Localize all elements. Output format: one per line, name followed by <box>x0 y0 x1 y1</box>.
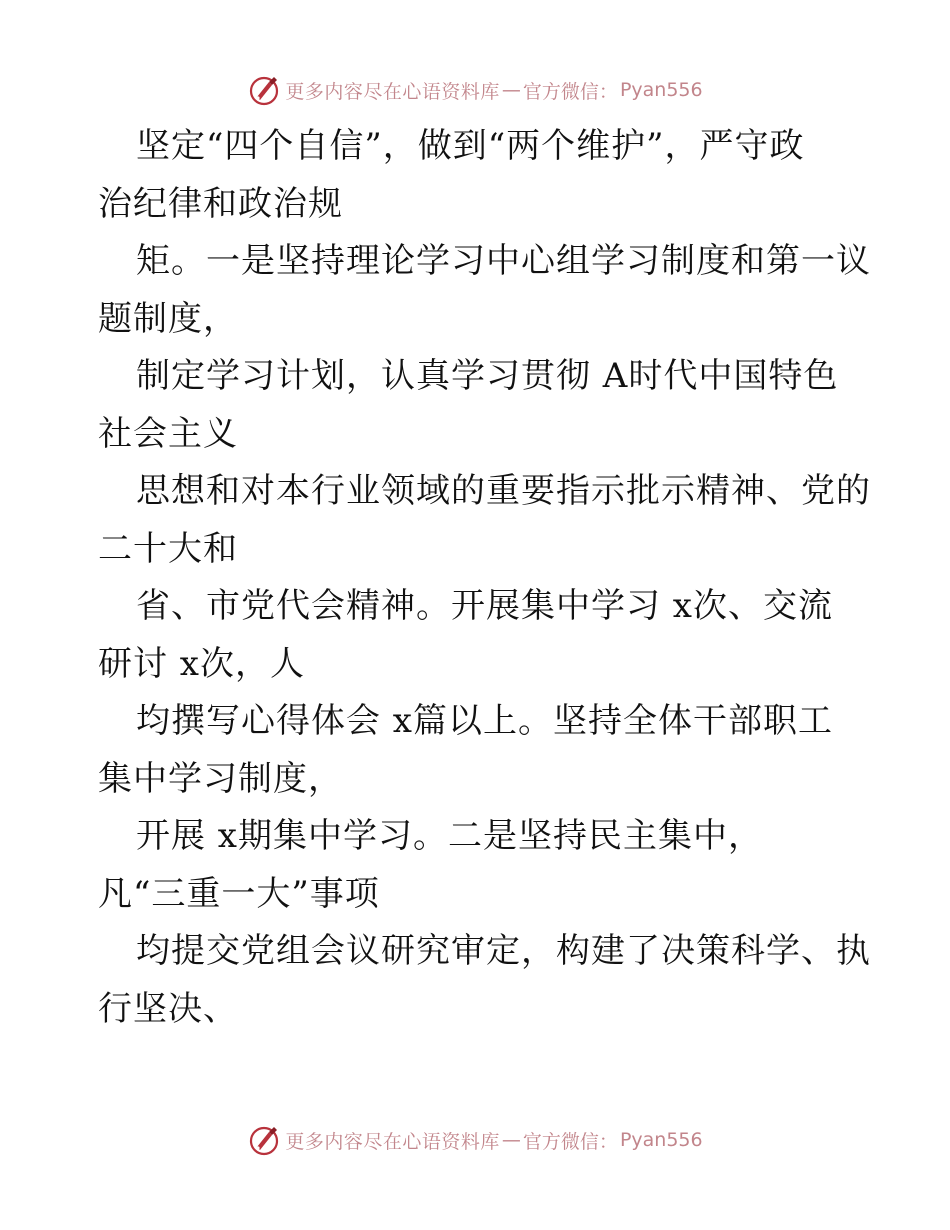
body-line: 开展 x期集中学习。二是坚持民主集中， <box>136 816 763 856</box>
watermark-wechat-label: 官方微信： <box>522 80 618 103</box>
body-line: 行坚决、 <box>98 988 238 1029</box>
document-body <box>98 118 871 1038</box>
body-line: 均撰写心得体会 x篇以上。坚持全体干部职工 <box>136 701 833 741</box>
footer-watermark <box>0 1120 950 1160</box>
watermark-wechat-id: Pyan556 <box>619 1129 703 1151</box>
watermark-separator: — <box>501 79 521 101</box>
watermark-separator: — <box>501 1129 521 1151</box>
header-watermark <box>0 70 950 110</box>
body-line: 集中学习制度， <box>98 758 343 799</box>
body-line: 均提交党组会议研究审定，构建了决策科学、执 <box>136 931 871 971</box>
body-line: 社会主义 <box>98 413 238 454</box>
body-line: 思想和对本行业领域的重要指示批示精神、党的 <box>136 471 871 511</box>
body-line: 研讨 x次，人 <box>98 643 305 684</box>
watermark-text: 更多内容尽在心语资料库 <box>285 80 500 103</box>
body-line: 矩。一是坚持理论学习中心组学习制度和第一议 <box>136 241 871 281</box>
pen-circle-logo-icon <box>247 1123 281 1157</box>
watermark-wechat-id: Pyan556 <box>619 79 703 101</box>
watermark-text: 更多内容尽在心语资料库 <box>285 1130 500 1153</box>
body-line: 坚定“四个自信”，做到“两个维护”，严守政 <box>136 126 805 166</box>
body-line: 二十大和 <box>98 528 238 569</box>
body-line: 制定学习计划，认真学习贯彻 A时代中国特色 <box>136 356 839 396</box>
body-line: 省、市党代会精神。开展集中学习 x次、交流 <box>136 586 833 626</box>
watermark-wechat-label: 官方微信： <box>522 1130 618 1153</box>
body-line: 题制度， <box>98 298 238 339</box>
pen-circle-logo-icon <box>247 73 281 107</box>
body-line: 凡“三重一大”事项 <box>98 873 380 914</box>
body-line: 治纪律和政治规 <box>98 183 343 224</box>
